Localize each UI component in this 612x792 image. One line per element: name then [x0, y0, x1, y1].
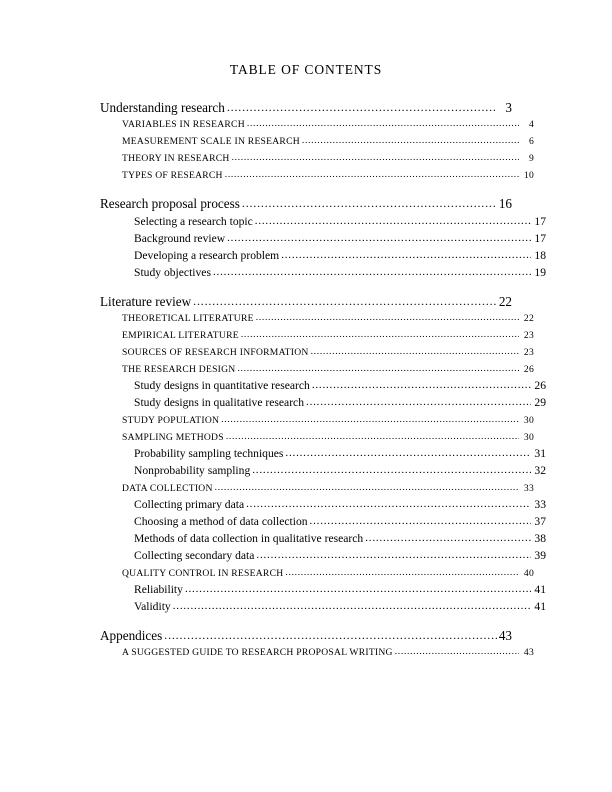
toc-entry-label: Study designs in quantitative research	[134, 379, 310, 392]
toc-leader-dots	[311, 346, 519, 357]
toc-entry[interactable]	[100, 647, 534, 658]
toc-entry[interactable]	[100, 628, 512, 644]
toc-entry-label: Appendices	[100, 628, 163, 643]
toc-entry[interactable]	[100, 119, 534, 130]
toc-entry[interactable]	[100, 347, 534, 358]
toc-entry[interactable]	[100, 249, 546, 262]
toc-entry[interactable]	[100, 266, 546, 279]
toc-leader-dots	[302, 135, 519, 146]
toc-entry-label: Validity	[134, 600, 171, 613]
toc-entry-page-number: 41	[534, 583, 546, 596]
toc-entry-label: Choosing a method of data collection	[134, 515, 308, 528]
toc-entry-label: A SUGGESTED GUIDE TO RESEARCH PROPOSAL WRITING	[122, 647, 393, 658]
toc-leader-dots	[255, 214, 531, 227]
toc-entry-label: Literature review	[100, 294, 192, 309]
toc-leader-dots	[193, 293, 497, 309]
toc-entry-label: Nonprobability sampling	[134, 464, 251, 477]
toc-entry-page-number: 26	[523, 364, 534, 375]
toc-leader-dots	[281, 248, 531, 261]
toc-entry-label: Research proposal process	[100, 196, 240, 211]
toc-entry-label: Reliability	[134, 583, 183, 596]
toc-leader-dots	[246, 497, 531, 510]
toc-entry-label: Probability sampling techniques	[134, 447, 284, 460]
table-of-contents-list	[100, 100, 546, 658]
toc-entry[interactable]	[100, 483, 534, 494]
toc-leader-dots	[225, 169, 519, 180]
toc-entry-page-number: 22	[498, 294, 512, 309]
toc-leader-dots	[227, 99, 497, 115]
toc-entry-page-number: 33	[523, 483, 534, 494]
toc-leader-dots	[395, 646, 519, 657]
toc-entry-page-number: 4	[528, 119, 534, 130]
toc-entry-page-number: 43	[523, 647, 534, 658]
toc-entry[interactable]	[100, 532, 546, 545]
toc-entry-page-number: 32	[534, 464, 546, 477]
toc-entry[interactable]	[100, 568, 534, 579]
toc-entry-label: THEORY IN RESEARCH	[122, 153, 230, 164]
toc-entry-page-number: 39	[534, 549, 546, 562]
toc-leader-dots	[226, 431, 519, 442]
toc-entry-page-number: 9	[528, 153, 534, 164]
toc-entry[interactable]	[100, 170, 534, 181]
toc-entry-label: Background review	[134, 232, 226, 245]
toc-entry[interactable]	[100, 432, 534, 443]
toc-entry-label: Study designs in qualitative research	[134, 396, 305, 409]
toc-entry-page-number: 30	[523, 415, 534, 426]
toc-entry-page-number: 31	[534, 447, 546, 460]
toc-entry-page-number: 19	[534, 266, 546, 279]
page-title: TABLE OF CONTENTS	[229, 62, 383, 77]
toc-entry[interactable]	[100, 498, 546, 511]
toc-entry[interactable]	[100, 294, 512, 310]
toc-entry-label: Methods of data collection in qualitative research	[134, 532, 364, 545]
toc-leader-dots	[306, 395, 531, 408]
toc-entry[interactable]	[100, 136, 534, 147]
toc-entry[interactable]	[100, 153, 534, 164]
toc-entry-page-number: 17	[534, 232, 546, 245]
toc-entry[interactable]	[100, 583, 546, 596]
toc-entry-page-number: 16	[498, 196, 512, 211]
toc-entry-page-number: 3	[505, 100, 512, 115]
toc-entry-page-number: 22	[523, 313, 534, 324]
toc-entry[interactable]	[100, 447, 546, 460]
toc-leader-dots	[164, 627, 497, 643]
toc-leader-dots	[213, 265, 531, 278]
toc-leader-dots	[247, 118, 519, 129]
toc-entry-label: THE RESEARCH DESIGN	[122, 364, 236, 375]
toc-entry-page-number: 40	[523, 568, 534, 579]
toc-entry[interactable]	[100, 100, 512, 116]
toc-entry[interactable]	[100, 464, 546, 477]
toc-entry[interactable]	[100, 215, 546, 228]
toc-entry[interactable]	[100, 313, 534, 324]
toc-entry-label: EMPIRICAL LITERATURE	[122, 330, 239, 341]
toc-leader-dots	[256, 548, 531, 561]
toc-entry-label: STUDY POPULATION	[122, 415, 220, 426]
toc-entry-label: MEASUREMENT SCALE IN RESEARCH	[122, 136, 300, 147]
toc-leader-dots	[242, 195, 497, 211]
toc-entry-page-number: 29	[534, 396, 546, 409]
toc-leader-dots	[252, 463, 531, 476]
toc-leader-dots	[227, 231, 531, 244]
toc-leader-dots	[285, 567, 519, 578]
toc-entry-page-number: 41	[534, 600, 546, 613]
toc-leader-dots	[173, 599, 531, 612]
toc-leader-dots	[256, 312, 519, 323]
toc-entry-page-number: 23	[523, 330, 534, 341]
toc-entry-page-number: 18	[534, 249, 546, 262]
toc-entry-label: SOURCES OF RESEARCH INFORMATION	[122, 347, 309, 358]
toc-leader-dots	[312, 378, 531, 391]
toc-entry-label: QUALITY CONTROL IN RESEARCH	[122, 568, 284, 579]
toc-entry-page-number: 37	[534, 515, 546, 528]
toc-leader-dots	[237, 363, 519, 374]
toc-entry-label: Selecting a research topic	[134, 215, 253, 228]
toc-entry-label: DATA COLLECTION	[122, 483, 213, 494]
toc-entry-label: Collecting secondary data	[134, 549, 255, 562]
toc-entry-label: TYPES OF RESEARCH	[122, 170, 223, 181]
toc-entry-label: VARIABLES IN RESEARCH	[122, 119, 245, 130]
toc-leader-dots	[310, 514, 531, 527]
toc-leader-dots	[215, 482, 519, 493]
toc-leader-dots	[232, 152, 519, 163]
toc-entry-label: SAMPLING METHODS	[122, 432, 224, 443]
toc-entry-page-number: 10	[523, 170, 534, 181]
toc-entry-page-number: 6	[528, 136, 534, 147]
toc-entry-page-number: 23	[523, 347, 534, 358]
toc-entry[interactable]	[100, 232, 546, 245]
toc-entry-label: Developing a research problem	[134, 249, 280, 262]
toc-leader-dots	[221, 414, 519, 425]
toc-entry[interactable]	[100, 330, 534, 341]
toc-entry[interactable]	[100, 396, 546, 409]
toc-entry[interactable]	[100, 364, 534, 375]
toc-leader-dots	[365, 531, 531, 544]
toc-leader-dots	[285, 446, 531, 459]
toc-entry[interactable]	[100, 600, 546, 613]
toc-entry-page-number: 26	[534, 379, 546, 392]
toc-entry[interactable]	[100, 379, 546, 392]
toc-entry[interactable]	[100, 415, 534, 426]
toc-leader-dots	[185, 582, 531, 595]
toc-leader-dots	[241, 329, 519, 340]
toc-entry-page-number: 33	[534, 498, 546, 511]
toc-entry-page-number: 38	[534, 532, 546, 545]
toc-entry-label: Understanding research	[100, 100, 225, 115]
toc-entry[interactable]	[100, 549, 546, 562]
toc-entry-label: Collecting primary data	[134, 498, 245, 511]
toc-entry-page-number: 17	[534, 215, 546, 228]
toc-entry-label: THEORETICAL LITERATURE	[122, 313, 254, 324]
toc-entry[interactable]	[100, 515, 546, 528]
toc-entry[interactable]	[100, 196, 512, 212]
toc-entry-label: Study objectives	[134, 266, 211, 279]
toc-entry-page-number: 30	[523, 432, 534, 443]
toc-entry-page-number: 43	[498, 628, 512, 643]
